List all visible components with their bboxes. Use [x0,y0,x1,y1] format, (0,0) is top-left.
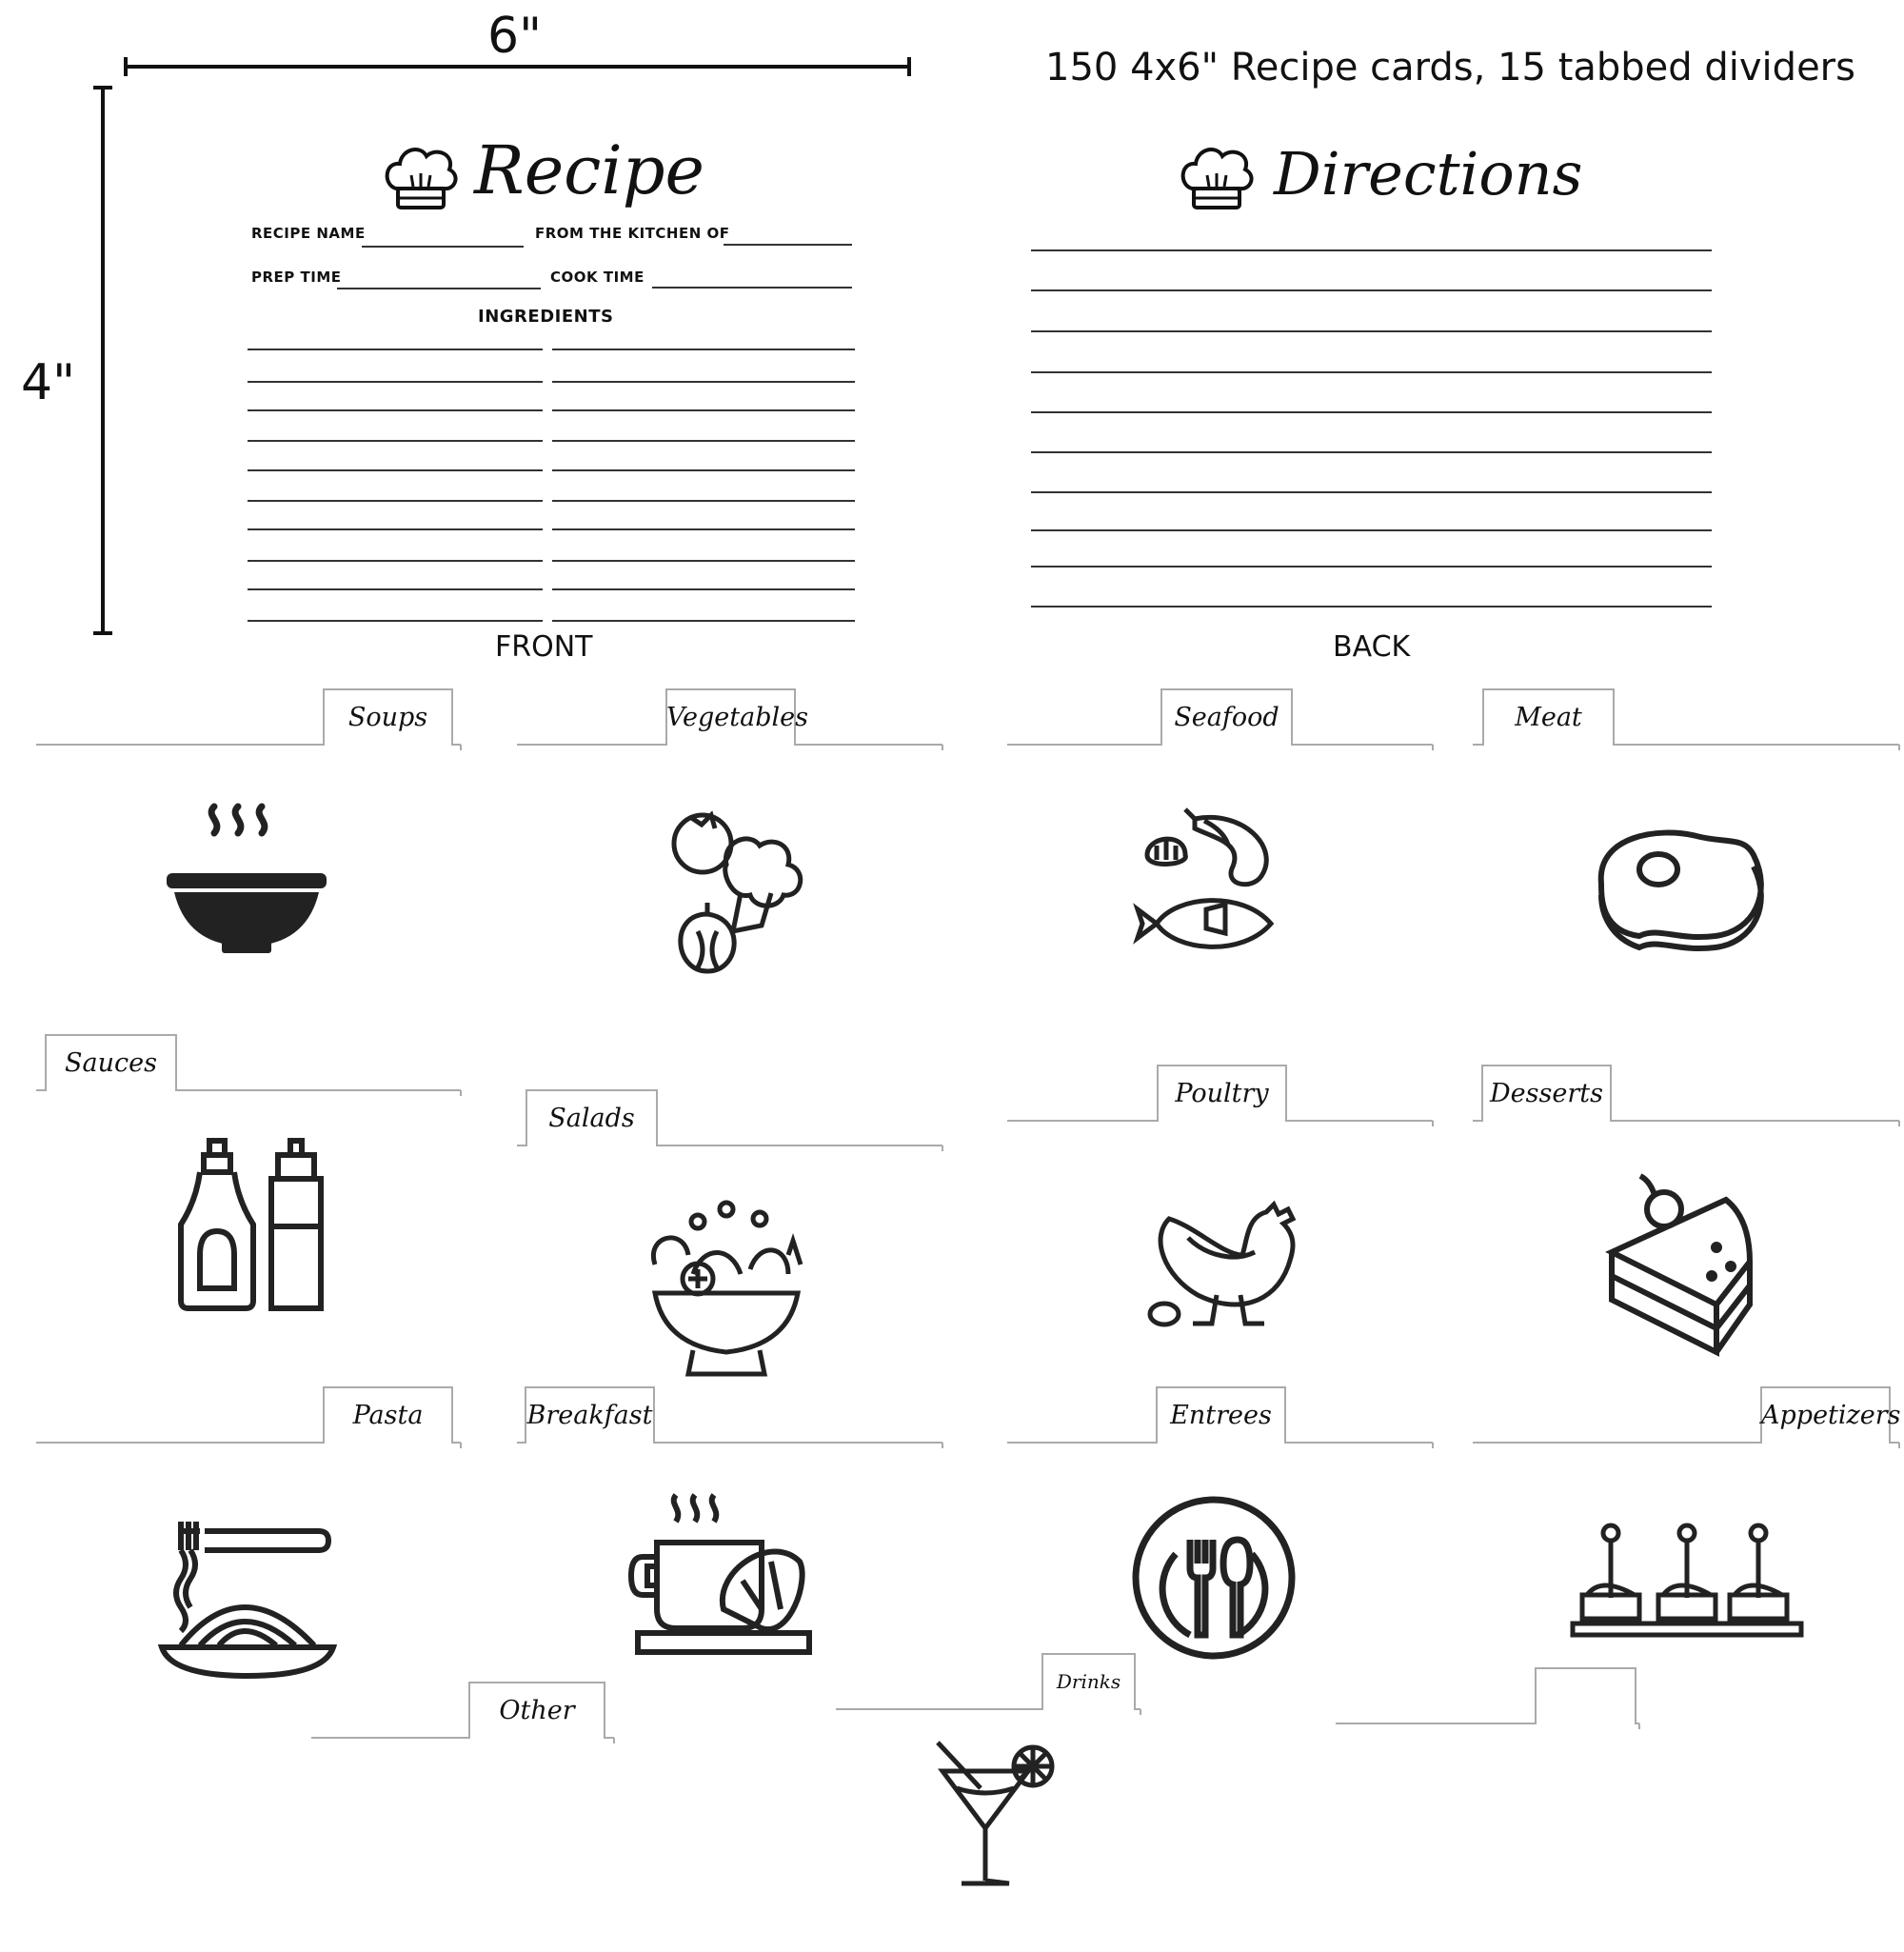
back-side-label: BACK [1333,630,1411,664]
divider-tab-label-salads: Salads [548,1103,635,1133]
back-card-title: Directions [1274,139,1583,209]
divider-tab-label-desserts: Desserts [1490,1078,1603,1108]
height-dimension-label: 4" [21,354,76,411]
cake-slice-icon [1602,1176,1850,1385]
soup-bowl-icon [167,807,414,1016]
divider-tab-label-drinks: Drinks [1056,1670,1121,1693]
divider-tab-label-sauces: Sauces [65,1047,157,1078]
divider-tab-label-poultry: Poultry [1175,1078,1269,1108]
breakfast-icon [628,1495,876,1704]
divider-tab-label-pasta: Pasta [352,1400,424,1430]
ingredients-heading: INGREDIENTS [478,307,614,327]
front-card-title: Recipe [474,131,704,209]
seafood-icon [1138,809,1385,1019]
salad-bowl-icon [645,1198,893,1407]
recipe-name-label: RECIPE NAME [251,225,366,242]
prep-time-label: PREP TIME [251,269,342,286]
steak-icon [1592,817,1839,1026]
divider-tab-label-breakfast: Breakfast [526,1400,653,1430]
divider-tab-label-appetizers: Appetizers [1761,1400,1901,1430]
front-side-label: FRONT [495,630,593,664]
from-kitchen-label: FROM THE KITCHEN OF [535,225,730,242]
divider-tab-label-other: Other [499,1695,575,1725]
divider-tab-label-vegetables: Vegetables [666,702,808,732]
vegetables-icon [669,807,917,1017]
cocktail-icon [933,1743,1180,1952]
divider-tab-label-meat: Meat [1515,702,1582,732]
sauce-bottles-icon [171,1141,419,1350]
divider-tab-label-entrees: Entrees [1170,1400,1272,1430]
plate-cutlery-icon [1133,1497,1380,1706]
product-headline: 150 4x6" Recipe cards, 15 tabbed dividers [1045,46,1855,90]
cook-time-label: COOK TIME [550,269,645,286]
chicken-icon [1150,1181,1398,1390]
divider-tab-label-seafood: Seafood [1174,702,1279,732]
divider-tab-label-soups: Soups [347,702,428,732]
pasta-icon [162,1503,409,1712]
width-dimension-label: 6" [487,8,543,65]
appetizers-icon [1573,1524,1820,1733]
